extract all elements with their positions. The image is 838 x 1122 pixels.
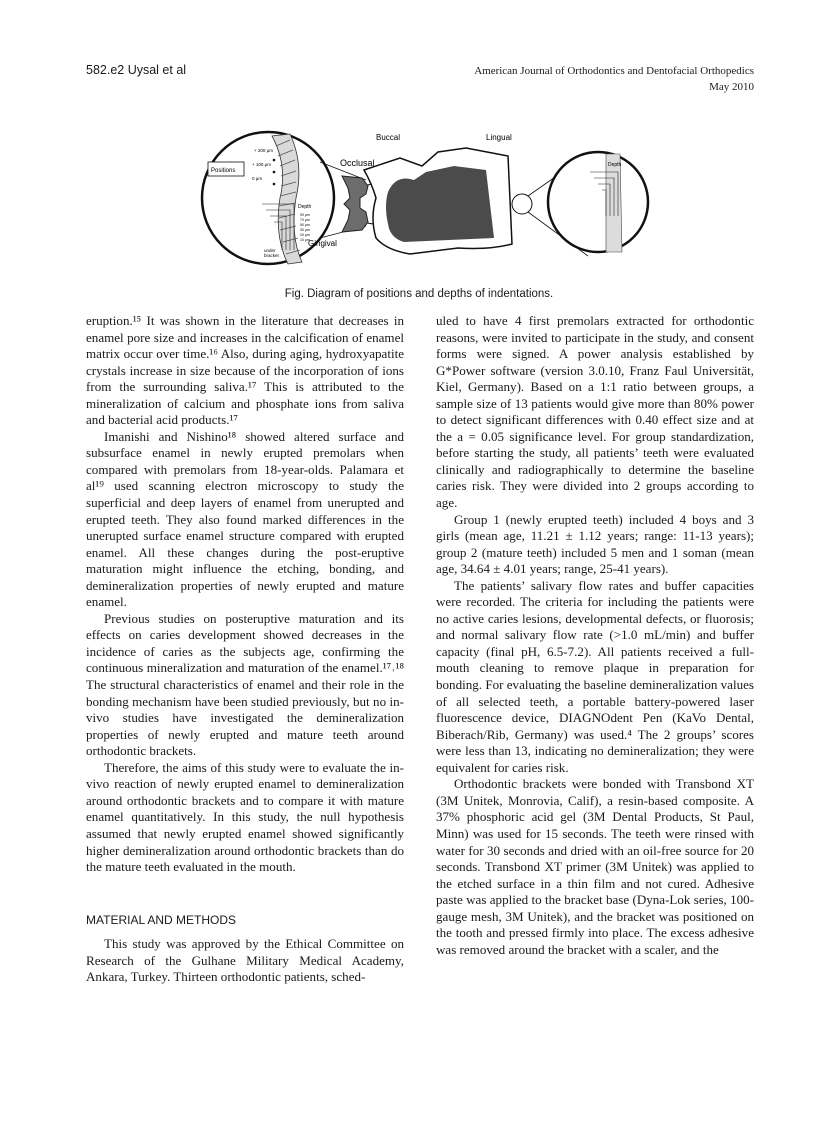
pos-100-label: + 100 μm <box>252 162 271 167</box>
journal-title: American Journal of Orthodontics and Dentofacial Orthopedics <box>474 65 754 77</box>
under-bracket-label-1: under <box>264 248 276 253</box>
paragraph: Imanishi and Nishino¹⁸ showed altered surface and subsurface enamel in newly erupted premolars when compared with premolars from 18-year-olds. Palamara et al¹⁹ used scanning electron microscopy to study the superficial and deep layers of enamel from unerupted and erupted teeth. They also found marked differences in the unerupted surface enamel structure compared with erupted enamel. All these changes during the post-eruptive maturation might influence the etching, bonding, and demineralization properties of newly erupted and mature enamel. <box>86 428 404 610</box>
paragraph: uled to have 4 first premolars extracted for orthodontic reasons, were invited to participate in the study, and consent forms were signed. A power analysis established by G*Power software (version 3.0.10, Franz Faul Universität, Kiel, Germany). Based on a 1:1 ratio between groups, a sample size of 13 patients would give more than 80% power to detect significant differences with 0.40 effect size and at the a = 0.05 significance level. For group standardization, before starting the study, all patients’ teeth were evaluated clinically and radiographically to determine the baseline caries risk. They were divided into 2 groups according to age. <box>436 313 754 511</box>
right-column <box>436 313 754 958</box>
right-small-circle <box>512 194 532 214</box>
lingual-label: Lingual <box>486 133 512 142</box>
depth-right-label: Depth <box>608 162 622 168</box>
bracket-shape <box>342 176 368 232</box>
paragraph: This study was approved by the Ethical Committee on Research of the Gulhane Military Medical Academy, Ankara, Turkey. Thirteen orthodontic patients, sched- <box>86 936 404 985</box>
paragraph: The patients’ salivary flow rates and buffer capacities were recorded. The criteria for including the patients were no active caries lesions, developmental defects, or fluorosis; and normal salivary flow rate (>1.0 mL/min) and buffer capacity (final pH, 6.5-7.2). All patients received a full-mouth cleaning to remove plaque in preparation for bonding. For evaluating the baseline demineralization values of all selected teeth, a portable battery-powered laser fluorescence device, DIAGNOdent Pen (KaVo Dental, Biberach/Rib, Germany) was used.⁴ The 2 groups’ scores were less than 13, indicating no demineralization; they were equivalent for caries risk. <box>436 577 754 775</box>
issue-date: May 2010 <box>709 81 754 93</box>
buccal-label: Buccal <box>376 133 401 142</box>
running-header-journal <box>474 63 754 95</box>
depth-90-label: 90 μm <box>300 213 310 217</box>
depth-70-label: 70 μm <box>300 218 310 222</box>
depth-values-left <box>300 213 310 242</box>
running-header-author: 582.e2 Uysal et al <box>86 63 187 77</box>
gingival-label: Gingival <box>308 239 337 248</box>
paragraph: eruption.¹⁵ It was shown in the literature that decreases in enamel pore size and increases in the calcification of enamel matrix occur over time.¹⁶ Also, during aging, hydroxyapatite crystals increase in size because of the incorporation of ions from the surrounding saliva.¹⁷ This is attributed to the mineralization of calcium and phosphate ions from saliva and bacterial acid products.¹⁷ <box>86 313 404 428</box>
under-bracket-label-2: bracket <box>264 253 279 258</box>
paragraph: Therefore, the aims of this study were to evaluate the in-vivo reaction of newly erupted enamel to demineralization around orthodontic brackets and to compare it with mature enamel quantitatively. In this study, the null hypothesis assumed that newly erupted enamel showed significantly higher demineralization around orthodontic brackets than do the mature teeth evaluated in the mouth. <box>86 759 404 875</box>
right-magnifier-circle <box>548 152 648 252</box>
depth-left-label: Depth <box>298 204 312 210</box>
positions-label: Positions <box>211 168 236 174</box>
occlusal-label: Occlusal <box>340 158 375 168</box>
paragraph: Group 1 (newly erupted teeth) included 4 boys and 3 girls (mean age, 11.21 ± 1.12 years; range: 11-13 years); group 2 (mature teeth) included 5 men and 1 soman (mean age, 34.64 ± 4.01 years; range, 25-41 years). <box>436 511 754 577</box>
depth-50-label: 50 μm <box>300 223 310 227</box>
depth-20-label: 20 μm <box>300 233 310 237</box>
figure-diagram <box>190 126 650 276</box>
paragraph: Previous studies on posteruptive maturation and its effects on caries development showed decreases in the incidence of caries as the subjects age, confirming the continuous mineralization and maturation of the enamel.¹⁷˒¹⁸ The structural characteristics of enamel and their role in the bonding mechanism have been studied previously, but no in-vivo studies have investigated the demineralization properties of newly erupted and mature teeth around orthodontic brackets. <box>86 610 404 759</box>
section-heading: MATERIAL AND METHODS <box>86 912 237 927</box>
left-column <box>86 313 404 986</box>
depth-30-label: 30 μm <box>300 228 310 232</box>
pos-200-label: + 200 μm <box>254 148 273 153</box>
depth-10-label: 10 μm <box>300 238 310 242</box>
pos-0-label: 0 μm <box>252 176 263 181</box>
paragraph: Orthodontic brackets were bonded with Transbond XT (3M Unitek, Monrovia, Calif), a resin-based composite. A 37% phosphoric acid gel (3M Dental Products, St Paul, Minn) was used for 15 seconds. The teeth were rinsed with water for 30 seconds and dried with an oil-free source for 20 seconds. Transbond XT primer (3M Unitek) was applied to the etched surface in a thin film and not cured. Adhesive paste was applied to the bracket base (Dyna-Lok series, 100-gauge mesh, 3M Unitek), and the bracket was positioned on the tooth and pressed firmly into place. The excess adhesive was removed around the bracket with a scaler, and the <box>436 776 754 957</box>
figure-caption: Fig. Diagram of positions and depths of indentations. <box>284 288 554 300</box>
